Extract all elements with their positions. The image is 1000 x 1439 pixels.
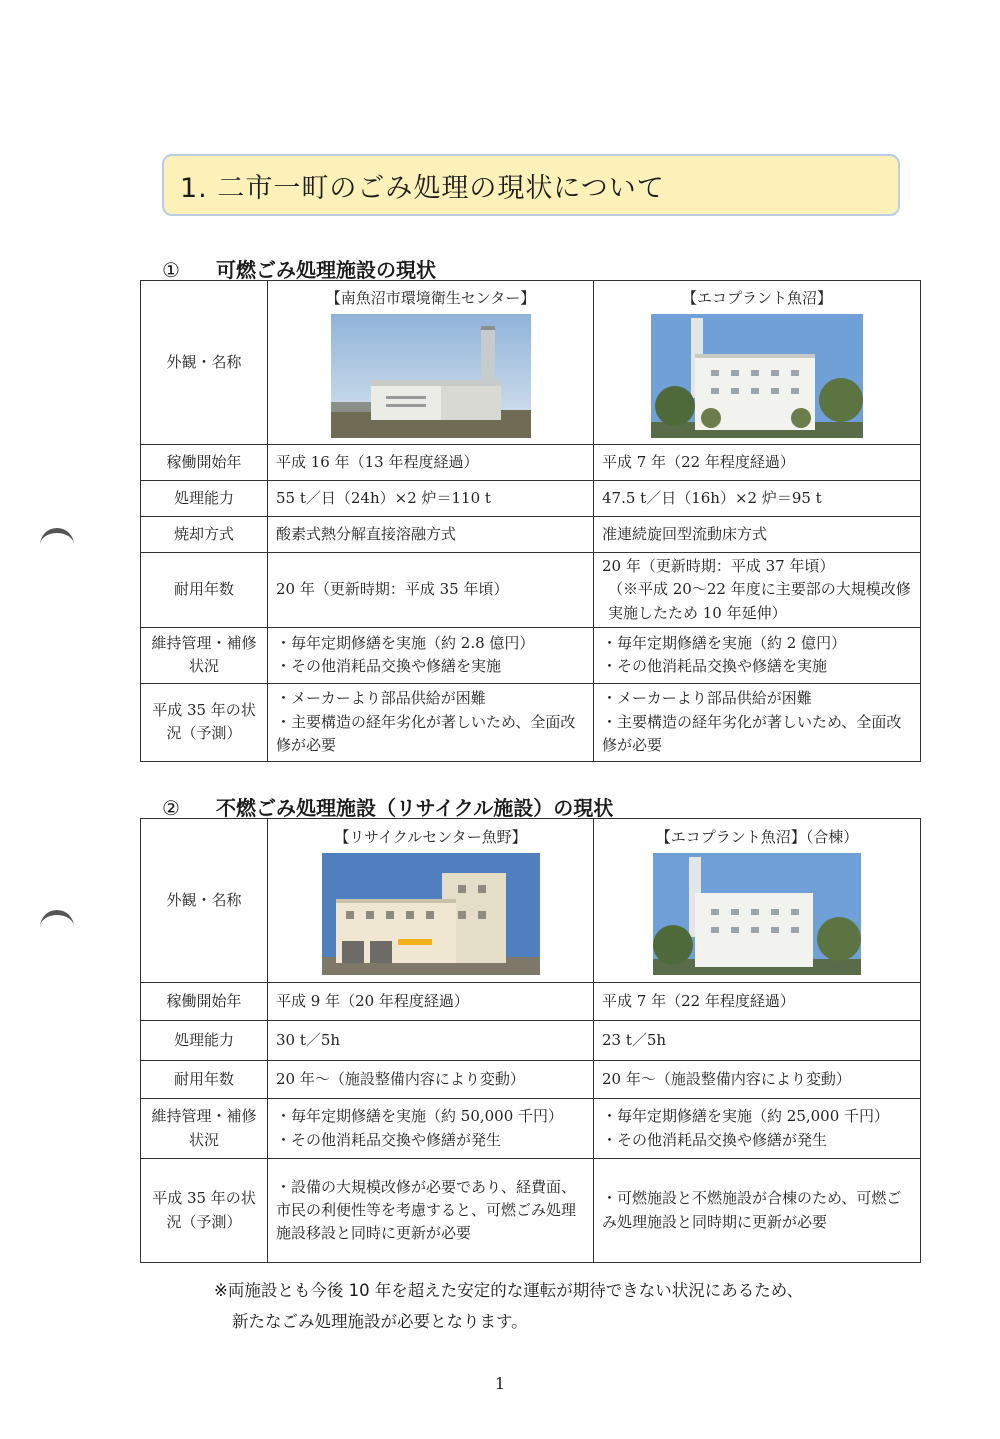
cell: 平成 9 年（20 年程度経過） [268,983,594,1021]
row-label: 処理能力 [141,481,268,517]
cell: ・設備の大規模改修が必要であり、経費面、市民の利便性等を考慮すると、可燃ごみ処理施設移設と同時に更新が必要 [268,1159,594,1263]
cell: 20 年～（施設整備内容により変動） [268,1061,594,1099]
cell: 准連続旋回型流動床方式 [594,517,921,553]
cell-line: ・メーカーより部品供給が困難 [276,689,486,708]
cell-line: ・毎年定期修繕を実施（約 25,000 千円） [602,1107,890,1126]
combustible-facility-table [140,280,921,762]
cell: 20 年（更新時期：平成 35 年頃） [268,553,594,628]
cell-line: ・毎年定期修繕を実施（約 2 億円） [602,634,847,652]
noncombustible-facility-table [140,818,921,1263]
cell-line: 20 年（更新時期：平成 37 年頃） [602,557,835,575]
cell: 平成 7 年（22 年程度経過） [594,445,921,481]
footnote-line: ※両施設とも今後 10 年を超えた安定的な運転が期待できない状況にあるため、 [214,1281,804,1300]
facility-b-photo [651,314,863,438]
table-row [141,683,921,761]
cell [268,627,594,683]
facility-b-name: 【エコプラント魚沼】 [681,288,832,307]
table-row [141,445,921,481]
facility-a-cell [268,819,594,983]
row-label: 耐用年数 [141,553,268,628]
cell [268,1099,594,1159]
row-label: 焼却方式 [141,517,268,553]
cell: 23 t／5h [594,1021,921,1061]
footnote [214,1275,803,1338]
cell-line: ・毎年定期修繕を実施（約 50,000 千円） [276,1107,564,1126]
section2-number: ② [162,796,180,820]
facility-a-name: 【リサイクルセンター魚野】 [334,827,527,846]
page-number: 1 [494,1374,506,1393]
section1-number: ① [162,258,180,282]
cell: 55 t／日（24h）×2 炉＝110 t [268,481,594,517]
cell: 20 年～（施設整備内容により変動） [594,1061,921,1099]
facility-a-name: 【南魚沼市環境衛生センター】 [325,288,536,307]
row-label: 処理能力 [141,1021,268,1061]
table-row [141,481,921,517]
facility-b-name: 【エコプラント魚沼】（合棟） [655,827,859,846]
page-title-box [162,154,900,216]
facility-a-cell [268,281,594,445]
row-label: 耐用年数 [141,1061,268,1099]
table-row [141,819,921,983]
cell-line: ・その他消耗品交換や修繕が発生 [276,1130,502,1149]
cell-line: ・その他消耗品交換や修繕を実施 [276,657,502,676]
row-label: 維持管理・補修状況 [141,1099,268,1159]
cell: 30 t／5h [268,1021,594,1061]
table-row [141,1159,921,1263]
cell: ・可燃施設と不燃施設が合棟のため、可燃ごみ処理施設と同時期に更新が必要 [594,1159,921,1263]
cell [594,627,921,683]
row-label: 外観・名称 [141,819,268,983]
cell [594,1099,921,1159]
row-label: 外観・名称 [141,281,268,445]
cell-line: （※平成 20～22 年度に主要部の大規模改修実施したため 10 年延伸） [608,580,911,622]
section1-title: 可燃ごみ処理施設の現状 [216,258,436,282]
cell: 酸素式熱分解直接溶融方式 [268,517,594,553]
table-row [141,1021,921,1061]
cell [594,683,921,761]
cell [594,553,921,628]
cell-line: ・その他消耗品交換や修繕を実施 [602,657,828,676]
table-row [141,1061,921,1099]
table-row [141,1099,921,1159]
footnote-line: 新たなごみ処理施設が必要となります。 [232,1312,528,1332]
table-row [141,983,921,1021]
punch-hole-mark [40,910,74,933]
punch-hole-mark [40,528,74,551]
row-label: 維持管理・補修状況 [141,627,268,683]
row-label: 稼働開始年 [141,445,268,481]
section2-title: 不燃ごみ処理施設（リサイクル施設）の現状 [216,796,614,820]
facility-b-cell [594,281,921,445]
cell: 平成 16 年（13 年程度経過） [268,445,594,481]
cell-line: ・メーカーより部品供給が困難 [602,689,812,708]
page-title: 1. 二市一町のごみ処理の現状について [180,172,665,204]
table-row [141,553,921,628]
cell [268,683,594,761]
cell-line: ・主要構造の経年劣化が著しいため、全面改修が必要 [276,712,576,754]
cell-line: ・主要構造の経年劣化が著しいため、全面改修が必要 [602,712,902,754]
cell: 47.5 t／日（16h）×2 炉＝95 t [594,481,921,517]
section2-heading [162,792,613,821]
section1-heading [162,254,436,283]
row-label: 平成 35 年の状況（予測） [141,683,268,761]
facility-b-cell [594,819,921,983]
row-label: 平成 35 年の状況（予測） [141,1159,268,1263]
row-label: 稼働開始年 [141,983,268,1021]
table-row [141,627,921,683]
table-row [141,517,921,553]
cell-line: ・毎年定期修繕を実施（約 2.8 億円） [276,634,535,652]
table-row [141,281,921,445]
cell: 平成 7 年（22 年程度経過） [594,983,921,1021]
facility-a-photo [331,314,531,438]
cell-line: ・その他消耗品交換や修繕が発生 [602,1130,828,1149]
facility-a-photo [322,853,540,975]
facility-b-photo [653,853,861,975]
